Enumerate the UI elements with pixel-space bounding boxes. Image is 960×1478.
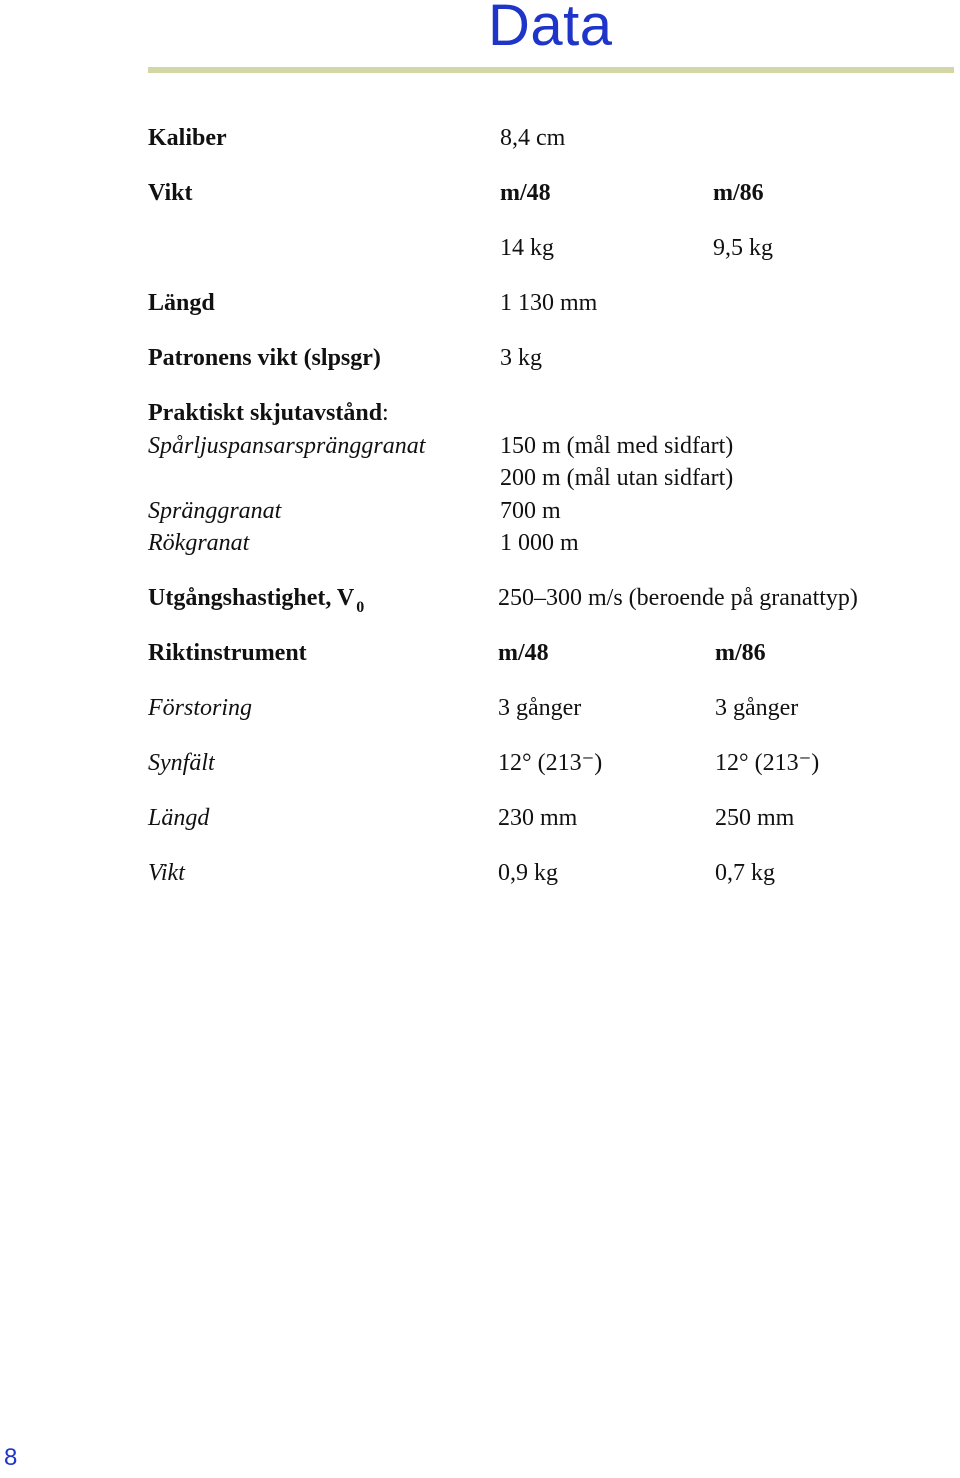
skjutavstand-row-label: Rökgranat [148,530,250,556]
riktinstrument-row-label: Synfält [148,750,215,776]
skjutavstand-row-label: Spårljuspansarspränggranat [148,433,426,459]
riktinstrument-row-m48: 230 mm [498,805,578,831]
riktinstrument-row-m86: 0,7 kg [715,860,775,886]
vikt-m86-value: 9,5 kg [713,235,773,261]
utgangshastighet-subscript: 0 [356,599,365,616]
page-title: Data [488,0,613,58]
riktinstrument-row-label: Förstoring [148,695,253,721]
skjutavstand-heading [148,399,389,427]
kaliber-value: 8,4 cm [500,125,566,151]
utgangshastighet-label [148,584,364,615]
skjutavstand-row-value: 150 m (mål med sidfart) [500,433,734,459]
skjutavstand-heading-colon: : [382,400,389,426]
utgangshastighet-label-text: Utgångshastighet, V [148,585,355,611]
riktinstrument-label: Riktinstrument [148,640,307,666]
riktinstrument-row-m86: 250 mm [715,805,795,831]
riktinstrument-row-label: Vikt [148,860,185,886]
skjutavstand-row-value: 200 m (mål utan sidfart) [500,465,734,491]
riktinstrument-m86-header: m/86 [715,640,766,666]
riktinstrument-row-label: Längd [148,805,210,831]
patronens-vikt-value: 3 kg [500,345,542,371]
skjutavstand-row-value: 1 000 m [500,530,579,556]
vikt-m48-value: 14 kg [500,235,554,261]
utgangshastighet-value: 250–300 m/s (beroende på granattyp) [498,585,858,611]
riktinstrument-m48-header: m/48 [498,640,549,666]
title-underline [148,67,954,73]
vikt-m86-header: m/86 [713,180,764,206]
skjutavstand-heading-text: Praktiskt skjutavstånd [148,400,383,426]
riktinstrument-row-m48: 0,9 kg [498,860,558,886]
patronens-vikt-label: Patronens vikt (slpsgr) [148,345,381,371]
langd-value: 1 130 mm [500,290,598,316]
vikt-m48-header: m/48 [500,180,551,206]
riktinstrument-row-m86: 3 gånger [715,695,799,721]
kaliber-label: Kaliber [148,125,227,151]
vikt-label: Vikt [148,180,193,206]
langd-label: Längd [148,290,215,316]
riktinstrument-row-m86: 12° (213⁻) [715,750,820,776]
riktinstrument-row-m48: 3 gånger [498,695,582,721]
page-number: 8 [4,1444,18,1471]
skjutavstand-row-label: Spränggranat [148,498,282,524]
skjutavstand-row-value: 700 m [500,498,561,524]
riktinstrument-row-m48: 12° (213⁻) [498,750,603,776]
